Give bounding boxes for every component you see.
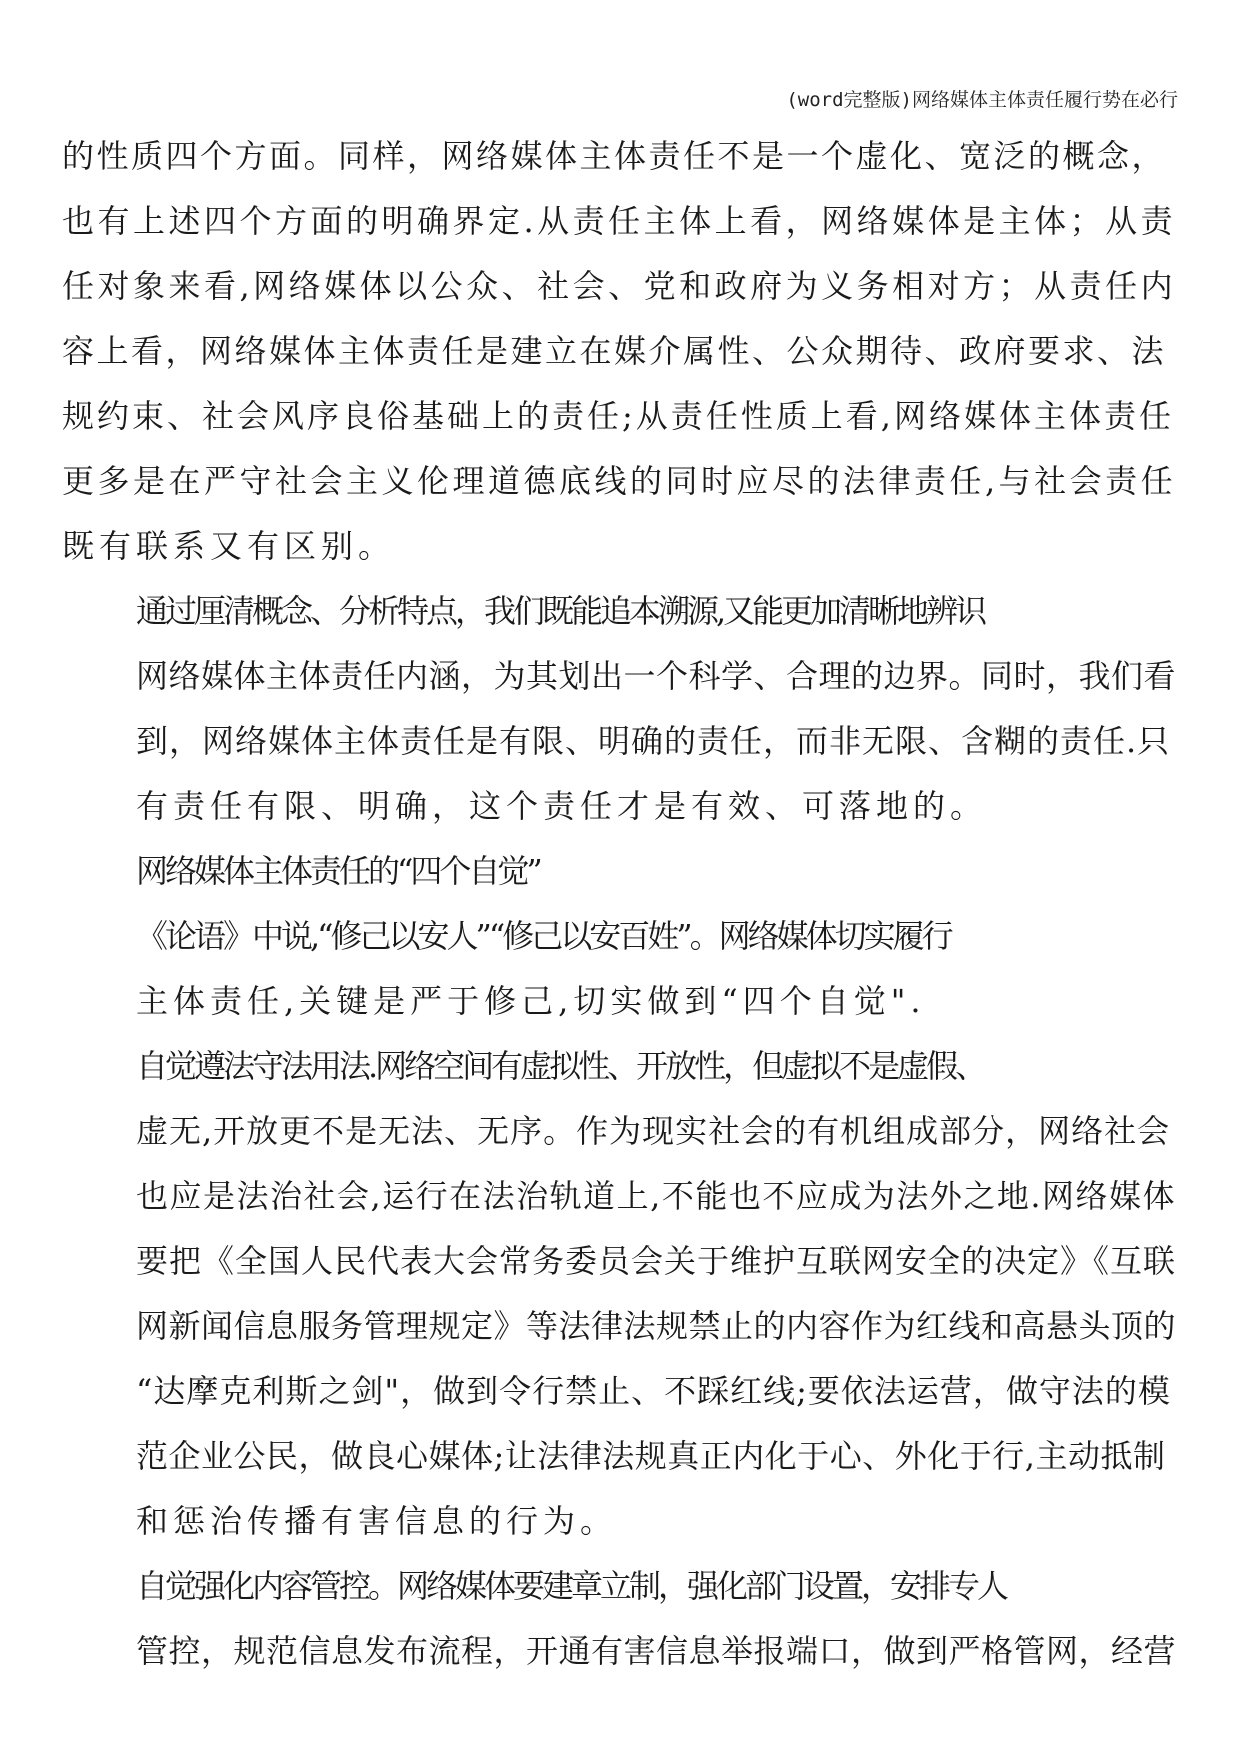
paragraph-line: 也有上述四个方面的明确界定.从责任主体上看，网络媒体是主体；从责 <box>62 202 1177 240</box>
paragraph-line: 自觉强化内容管控。网络媒体要建章立制，强化部门设置，安排专人 <box>136 1567 1007 1605</box>
paragraph-line: 网络媒体主体责任的“四个自觉” <box>136 852 540 890</box>
paragraph-line: 也应是法治社会,运行在法治轨道上,不能也不应成为法外之地.网络媒体 <box>136 1177 1177 1215</box>
paragraph-line: 到，网络媒体主体责任是有限、明确的责任，而非无限、含糊的责任.只 <box>136 722 1171 760</box>
paragraph-line: 虚无,开放更不是无法、无序。作为现实社会的有机组成部分，网络社会 <box>136 1112 1171 1150</box>
paragraph-line: 要把《全国人民代表大会常务委员会关于维护互联网安全的决定》《互联 <box>136 1242 1177 1280</box>
paragraph-line: 自觉遵法守法用法.网络空间有虚拟性、开放性，但虚拟不是虚假、 <box>136 1047 985 1085</box>
body-paragraph <box>62 1034 1180 1554</box>
paragraph-line: 《论语》中说,“修己以安人”“修己以安百姓”。网络媒体切实履行 <box>136 917 951 955</box>
paragraph-line: 通过厘清概念、分析特点，我们既能追本溯源,又能更加清晰地辨识 <box>136 592 985 630</box>
paragraph-line: 有责任有限、明确，这个责任才是有效、可落地的。 <box>136 787 988 825</box>
paragraph-line: 范企业公民，做良心媒体;让法律法规真正内化于心、外化于行,主动抵制 <box>136 1437 1166 1475</box>
running-header-title: (word完整版)网络媒体主体责任履行势在必行 <box>786 89 1178 111</box>
paragraph-line: 更多是在严守社会主义伦理道德底线的同时应尽的法律责任,与社会责任 <box>62 462 1177 500</box>
paragraph-line: 网络媒体主体责任内涵，为其划出一个科学、合理的边界。同时，我们看 <box>136 657 1177 695</box>
paragraph-line: 网新闻信息服务管理规定》等法律法规禁止的内容作为红线和高悬头顶的 <box>136 1307 1177 1345</box>
paragraph-line: “达摩克利斯之剑"，做到令行禁止、不踩红线;要依法运营，做守法的模 <box>136 1372 1171 1410</box>
body-paragraph <box>62 839 1180 904</box>
paragraph-line: 主体责任,关键是严于修己,切实做到“四个自觉". <box>136 982 926 1020</box>
paragraph-line: 规约束、社会风序良俗基础上的责任;从责任性质上看,网络媒体主体责任 <box>62 397 1174 435</box>
body-paragraph <box>62 904 1180 1034</box>
paragraph-line: 任对象来看,网络媒体以公众、社会、党和政府为义务相对方；从责任内 <box>62 267 1177 305</box>
body-paragraph <box>62 124 1180 579</box>
paragraph-line: 管控，规范信息发布流程，开通有害信息举报端口，做到严格管网，经营 <box>136 1632 1177 1670</box>
paragraph-line: 和惩治传播有害信息的行为。 <box>136 1502 618 1540</box>
paragraph-line: 容上看，网络媒体主体责任是建立在媒介属性、公众期待、政府要求、法 <box>62 332 1167 370</box>
paragraph-line: 的性质四个方面。同样，网络媒体主体责任不是一个虚化、宽泛的概念， <box>62 137 1167 175</box>
paragraph-line: 既有联系又有区别。 <box>62 527 396 565</box>
body-paragraph <box>62 1554 1180 1684</box>
body-paragraph <box>62 579 1180 839</box>
document-body <box>62 124 1180 1684</box>
